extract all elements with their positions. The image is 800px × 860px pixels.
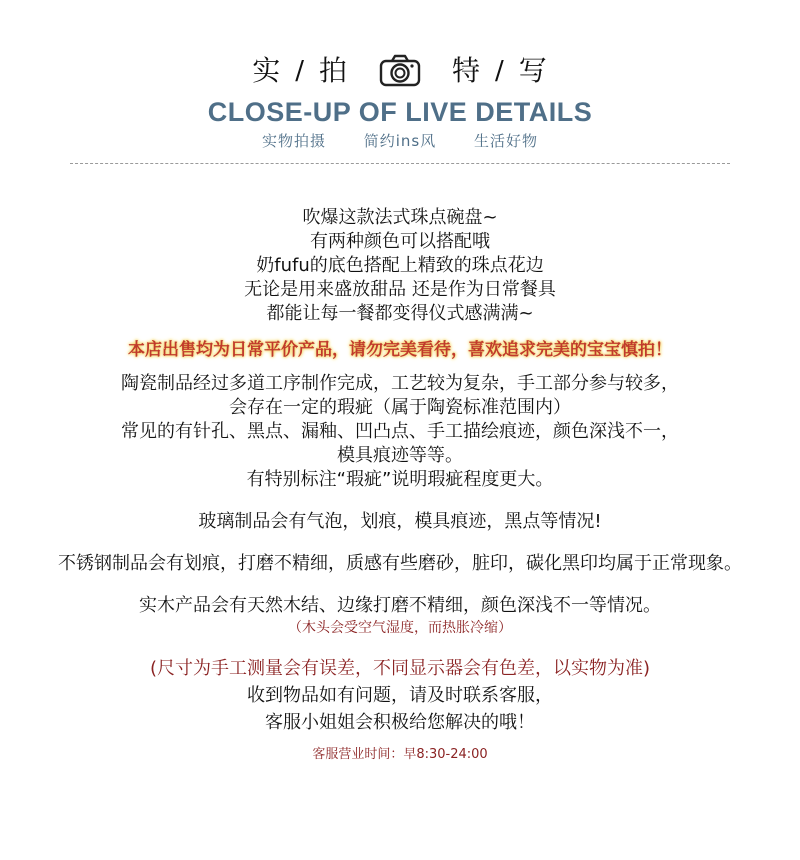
wood-subnote: （木头会受空气湿度，而热胀冷缩） bbox=[288, 620, 512, 636]
title-char: 特 bbox=[452, 54, 482, 87]
tagline-item: 简约ins风 bbox=[363, 132, 437, 150]
service-hours: 客服营业时间：早8:30-24:00 bbox=[312, 747, 488, 762]
header bbox=[0, 52, 800, 152]
service-line: 收到物品如有问题，请及时联系客服， bbox=[247, 685, 553, 706]
steel-note: 不锈钢制品会有划痕，打磨不精细，质感有些磨砂，脏印，碳化黑印均属于正常现象。 bbox=[58, 553, 742, 574]
ceramics-line: 会存在一定的瑕疵（属于陶瓷标准范围内） bbox=[229, 397, 571, 418]
intro-line: 吹爆这款法式珠点碗盘~ bbox=[302, 207, 498, 228]
title-char: 写 bbox=[518, 54, 548, 87]
dashed-divider bbox=[70, 163, 730, 164]
title-char: 拍 bbox=[318, 54, 348, 87]
service-line: 客服小姐姐会积极给您解决的哦！ bbox=[265, 712, 535, 733]
camera-icon bbox=[378, 54, 422, 88]
intro-line: 都能让每一餐都变得仪式感满满~ bbox=[266, 303, 534, 324]
intro-line: 有两种颜色可以搭配哦 bbox=[310, 231, 490, 252]
purchase-notice: 本店出售均为日常平价产品，请勿完美看待，喜欢追求完美的宝宝慎拍！ bbox=[128, 340, 672, 360]
ceramics-line: 有特别标注“瑕疵”说明瑕疵程度更大。 bbox=[246, 469, 554, 490]
tagline bbox=[0, 130, 800, 152]
english-subtitle: CLOSE-UP OF LIVE DETAILS bbox=[207, 97, 593, 127]
intro-line: 奶fufu的底色搭配上精致的珠点花边 bbox=[256, 255, 544, 276]
wood-note: 实木产品会有天然木结、边缘打磨不精细，颜色深浅不一等情况。 bbox=[139, 595, 661, 616]
ceramics-section bbox=[0, 372, 800, 492]
ceramics-line: 陶瓷制品经过多道工序制作完成，工艺较为复杂，手工部分参与较多， bbox=[121, 373, 679, 394]
ceramics-line: 常见的有针孔、黑点、漏釉、凹凸点、手工描绘痕迹，颜色深浅不一， bbox=[121, 421, 679, 442]
title-slash: / bbox=[295, 56, 305, 86]
title-slash: / bbox=[495, 56, 505, 86]
tagline-item: 生活好物 bbox=[474, 132, 539, 150]
service-section bbox=[0, 656, 800, 736]
title-char: 实 bbox=[252, 54, 282, 87]
glass-note: 玻璃制品会有气泡，划痕，模具痕迹，黑点等情况! bbox=[198, 511, 602, 532]
ceramics-line: 模具痕迹等等。 bbox=[337, 445, 463, 466]
tagline-item: 实物拍摄 bbox=[261, 132, 326, 150]
description-body bbox=[0, 206, 800, 764]
page-title bbox=[0, 52, 800, 90]
intro-line: 无论是用来盛放甜品 还是作为日常餐具 bbox=[244, 279, 556, 300]
intro-section bbox=[0, 206, 800, 326]
measure-note: (尺寸为手工测量会有误差，不同显示器会有色差，以实物为准) bbox=[149, 658, 651, 679]
wood-section bbox=[0, 594, 800, 638]
